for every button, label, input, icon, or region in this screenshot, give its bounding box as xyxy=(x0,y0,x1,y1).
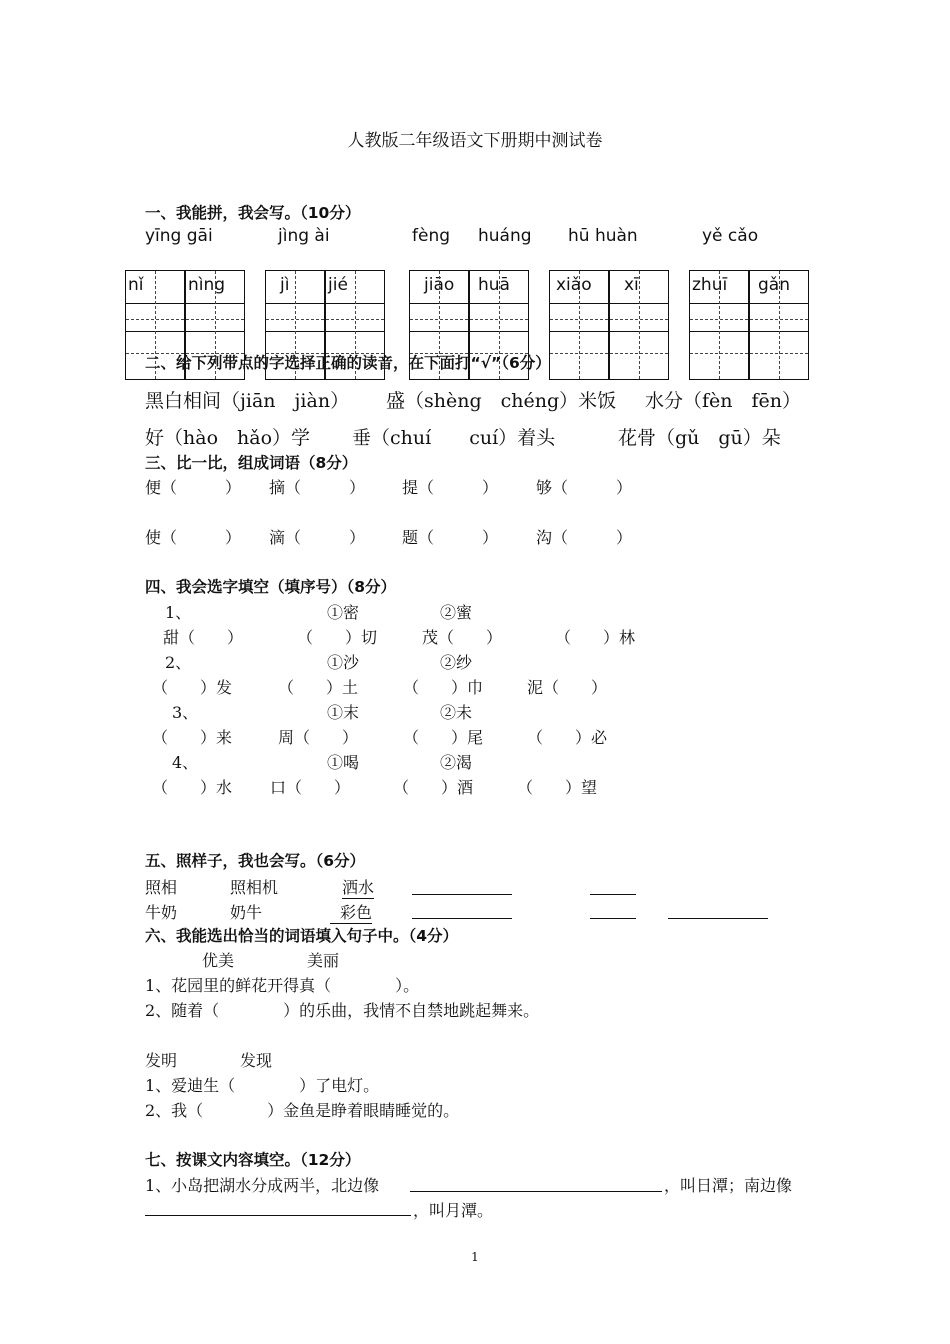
fill-text: 1、小岛把湖水分成两半，北边像 xyxy=(145,1176,380,1195)
pinyin-word: jìng ài xyxy=(278,226,330,246)
section-3-heading: 三、比一比，组成词语（8分） xyxy=(145,454,358,472)
writing-grid-box[interactable] xyxy=(749,270,809,380)
fill-blank[interactable]: （ ）发 xyxy=(152,678,233,697)
example-word xyxy=(330,900,372,924)
word-blank[interactable]: 使（ ） xyxy=(145,528,242,547)
fill-blank[interactable]: （ ）来 xyxy=(152,728,233,747)
pinyin-word: fèng xyxy=(412,226,451,246)
writing-grid-box[interactable] xyxy=(609,270,669,380)
word-option: 美丽 xyxy=(307,951,340,970)
group-number: 4、 xyxy=(172,753,199,772)
reading-choice: 花骨（gǔ gū）朵 xyxy=(618,427,781,449)
page-title: 人教版二年级语文下册期中测试卷 xyxy=(347,131,603,151)
word-blank[interactable]: 提（ ） xyxy=(402,478,499,497)
option-1: ①末 xyxy=(327,703,360,722)
section-5-heading: 五、照样子，我也会写。（6分） xyxy=(145,852,366,870)
fill-blank[interactable]: （ ）尾 xyxy=(403,728,484,747)
example-word xyxy=(342,875,374,899)
fill-blank[interactable]: 口（ ） xyxy=(270,778,351,797)
writing-grid-box[interactable] xyxy=(689,270,749,380)
reading-choice: 盛（shèng chéng）米饭 xyxy=(386,390,617,412)
section-7-heading: 七、按课文内容填空。（12分） xyxy=(145,1151,361,1169)
writing-grid-box[interactable] xyxy=(549,270,609,380)
word-option: 发明 xyxy=(145,1051,178,1070)
box-pinyin: jì xyxy=(280,275,290,295)
group-number: 1、 xyxy=(165,603,192,622)
word-blank[interactable]: 摘（ ） xyxy=(269,478,366,497)
word-blank[interactable]: 滴（ ） xyxy=(269,528,366,547)
pinyin-word: yě cǎo xyxy=(702,226,759,246)
answer-line[interactable] xyxy=(410,1191,662,1192)
page-number: 1 xyxy=(471,1250,479,1264)
word-option: 发现 xyxy=(240,1051,273,1070)
answer-line[interactable] xyxy=(590,894,636,895)
box-pinyin: jié xyxy=(328,275,348,295)
answer-line[interactable] xyxy=(412,894,512,895)
reading-choice: 好（hào hǎo）学 xyxy=(145,427,311,449)
section-4-heading: 四、我会选字填空（填序号）（8分） xyxy=(145,578,397,596)
fill-blank[interactable]: （ ）林 xyxy=(555,628,636,647)
answer-line[interactable] xyxy=(668,918,768,919)
answer-line[interactable] xyxy=(412,918,512,919)
box-pinyin: jiāo xyxy=(424,275,455,295)
word-blank[interactable]: 沟（ ） xyxy=(536,528,633,547)
option-2: ②蜜 xyxy=(440,603,473,622)
example-word: 牛奶 xyxy=(145,903,178,922)
group-number: 2、 xyxy=(165,653,192,672)
fill-blank[interactable]: （ ）水 xyxy=(152,778,233,797)
section-6-heading: 六、我能选出恰当的词语填入句子中。（4分） xyxy=(145,927,459,945)
reading-choice: 垂（chuí cuí）着头 xyxy=(352,427,556,449)
fill-blank[interactable]: （ ）必 xyxy=(527,728,608,747)
fill-blank[interactable]: （ ）土 xyxy=(278,678,359,697)
box-pinyin: gǎn xyxy=(758,275,790,295)
option-1: ①沙 xyxy=(327,653,360,672)
sentence-blank[interactable]: 2、随着（ ）的乐曲，我情不自禁地跳起舞来。 xyxy=(145,1001,540,1020)
box-pinyin: zhuī xyxy=(692,275,728,295)
option-1: ①密 xyxy=(327,603,360,622)
fill-blank[interactable]: （ ）切 xyxy=(297,628,378,647)
fill-text: ，叫月潭。 xyxy=(413,1201,494,1220)
example-word-underlined: 彩色 xyxy=(330,900,372,924)
fill-blank[interactable]: 茂（ ） xyxy=(422,628,503,647)
word-option: 优美 xyxy=(202,951,235,970)
answer-line[interactable] xyxy=(145,1215,411,1216)
option-1: ①喝 xyxy=(327,753,360,772)
example-word: 奶牛 xyxy=(230,903,263,922)
group-number: 3、 xyxy=(172,703,199,722)
fill-blank[interactable]: （ ）望 xyxy=(517,778,598,797)
example-word-underlined: 洒水 xyxy=(342,875,374,899)
option-2: ②未 xyxy=(440,703,473,722)
sentence-blank[interactable]: 1、爱迪生（ ）了电灯。 xyxy=(145,1076,380,1095)
fill-blank[interactable]: 周（ ） xyxy=(278,728,359,747)
fill-blank[interactable]: 泥（ ） xyxy=(527,678,608,697)
fill-text: ，叫日潭；南边像 xyxy=(664,1176,793,1195)
pinyin-word: hū huàn xyxy=(568,226,638,246)
example-word: 照相 xyxy=(145,878,178,897)
box-pinyin: huā xyxy=(478,275,510,295)
sentence-blank[interactable]: 2、我（ ）金鱼是睁着眼睛睡觉的。 xyxy=(145,1101,460,1120)
box-pinyin: xī xyxy=(624,275,639,295)
section-2-heading: 二、给下列带点的字选择正确的读音，在下面打“√”（6分） xyxy=(145,354,551,372)
box-pinyin: xiǎo xyxy=(556,275,592,295)
fill-blank[interactable]: （ ）酒 xyxy=(393,778,474,797)
option-2: ②纱 xyxy=(440,653,473,672)
box-pinyin: nìng xyxy=(188,275,226,295)
answer-line[interactable] xyxy=(590,918,636,919)
sentence-blank[interactable]: 1、花园里的鲜花开得真（ ）。 xyxy=(145,976,420,995)
pinyin-word: huáng xyxy=(478,226,532,246)
pinyin-word: yīng gāi xyxy=(145,226,213,246)
reading-choice: 水分（fèn fēn） xyxy=(645,390,802,412)
word-blank[interactable]: 题（ ） xyxy=(402,528,499,547)
word-blank[interactable]: 够（ ） xyxy=(536,478,633,497)
reading-choice: 黑白相间（jiān jiàn） xyxy=(145,390,350,412)
option-2: ②渴 xyxy=(440,753,473,772)
section-1-heading: 一、我能拼，我会写。（10分） xyxy=(145,204,361,222)
word-blank[interactable]: 便（ ） xyxy=(145,478,242,497)
box-pinyin: nǐ xyxy=(128,275,144,295)
example-word: 照相机 xyxy=(230,878,279,897)
fill-blank[interactable]: 甜（ ） xyxy=(163,628,244,647)
fill-blank[interactable]: （ ）巾 xyxy=(403,678,484,697)
